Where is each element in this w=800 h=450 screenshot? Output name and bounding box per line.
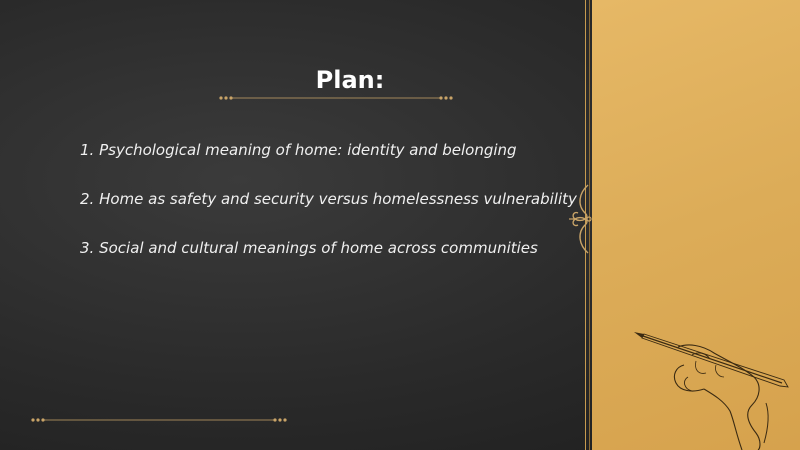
hand-holding-pen-icon	[632, 325, 800, 450]
title-divider-ornament	[216, 93, 456, 103]
plan-item-1: 1. Psychological meaning of home: identity and belonging	[80, 141, 517, 159]
plan-item-2: 2. Home as safety and security versus homelessness vulnerability	[80, 190, 577, 208]
slide-title: Plan:	[315, 66, 385, 94]
plan-item-3: 3. Social and cultural meanings of home across communities	[80, 239, 538, 257]
bottom-divider-ornament	[28, 415, 290, 425]
plan-list	[80, 140, 580, 287]
ornamental-scroll-icon	[567, 183, 597, 255]
